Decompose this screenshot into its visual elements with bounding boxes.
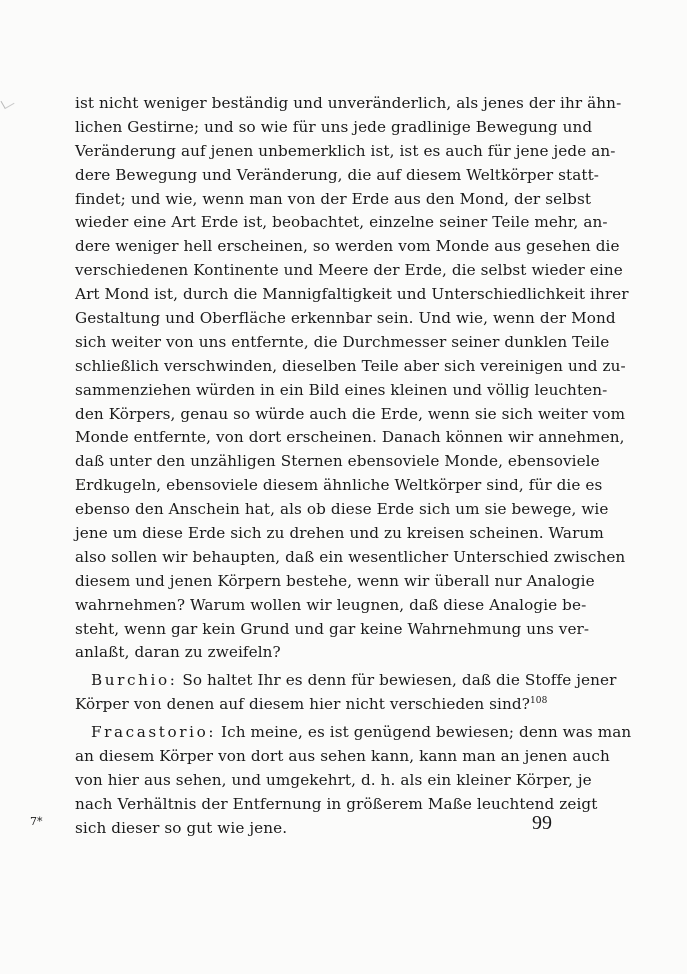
text-line: Art Mond ist, durch die Mannigfaltigkeit und Unterschiedlichkeit ihrer — [75, 285, 629, 304]
text-line: steht, wenn gar kein Grund und gar keine Wahrnehmung uns ver- — [75, 619, 590, 638]
text-line: Erdkugeln, ebensoviele diesem ähnliche Weltkörper sind, für die es — [75, 476, 603, 495]
text-line: daß unter den unzähligen Sternen ebensoviele Monde, ebensoviele — [75, 452, 600, 471]
dialogue-line: an diesem Körper von dort aus sehen kann, kann man an jenen auch — [75, 747, 610, 766]
speaker-name: Burchio: — [91, 671, 178, 690]
dialogue-text: Körper von denen auf diesem hier nicht verschieden sind? — [75, 695, 530, 714]
text-line: schließlich verschwinden, dieselben Teile aber sich vereinigen und zu- — [75, 356, 626, 375]
dialogue-line: von hier aus sehen, und umgekehrt, d. h. als ein kleiner Körper, je — [75, 770, 592, 789]
signature-mark: 7* — [30, 815, 43, 828]
dialogue-line — [75, 669, 617, 693]
text-line: Monde entfernte, von dort erscheinen. Danach können wir annehmen, — [75, 428, 625, 447]
text-line: ist nicht weniger beständig und unveränderlich, als jenes der ihr ähn- — [75, 94, 622, 112]
dialogue-line: sich dieser so gut wie jene. — [75, 818, 288, 837]
text-line: sich weiter von uns entfernte, die Durchmesser seiner dunklen Teile — [75, 332, 610, 351]
text-line: jene um diese Erde sich zu drehen und zu kreisen scheinen. Warum — [75, 524, 604, 543]
text-line: den Körpers, genau so würde auch die Erde, wenn sie sich weiter vom — [75, 404, 626, 423]
margin-mark — [0, 96, 14, 109]
text-line: dere Bewegung und Veränderung, die auf diesem Weltkörper statt- — [75, 165, 600, 184]
page-number: 99 — [532, 812, 552, 834]
text-line: diesem und jenen Körpern bestehe, wenn wir überall nur Analogie — [75, 571, 595, 590]
body-text — [75, 92, 632, 841]
text-line: also sollen wir behaupten, daß ein wesentlicher Unterschied zwischen — [75, 547, 626, 566]
text-line: findet; und wie, wenn man von der Erde aus den Mond, der selbst — [75, 189, 592, 208]
text-line: lichen Gestirne; und so wie für uns jede gradlinige Bewegung und — [75, 117, 593, 136]
text-line: anlaßt, daran zu zweifeln? — [75, 643, 281, 662]
dialogue-line — [75, 721, 632, 745]
footnote-reference: 108 — [529, 696, 548, 707]
text-line: wieder eine Art Erde ist, beobachtet, einzelne seiner Teile mehr, an- — [75, 213, 608, 232]
text-line: sammenziehen würden in ein Bild eines kleinen und völlig leuchten- — [75, 380, 608, 399]
dialogue-line: nach Verhältnis der Entfernung in größerem Maße leuchtend zeigt — [75, 794, 598, 813]
dialogue-text: So haltet Ihr es denn für bewiesen, daß die Stoffe jener — [182, 671, 617, 690]
text-line: verschiedenen Kontinente und Meere der Erde, die selbst wieder eine — [75, 261, 623, 280]
speaker-name: Fracastorio: — [91, 723, 217, 742]
dialogue-text: Ich meine, es ist genügend bewiesen; denn was man — [220, 723, 632, 742]
dialogue-line — [75, 693, 557, 717]
text-line: Veränderung auf jenen unbemerklich ist, ist es auch für jene jede an- — [75, 141, 616, 160]
text-line: Gestaltung und Oberfläche erkennbar sein. Und wie, wenn der Mond — [75, 309, 616, 328]
text-line: ebenso den Anschein hat, als ob diese Erde sich um sie bewege, wie — [75, 500, 609, 519]
text-line: wahrnehmen? Warum wollen wir leugnen, daß diese Analogie be- — [75, 595, 587, 614]
text-line: dere weniger hell erscheinen, so werden vom Monde aus gesehen die — [75, 237, 620, 256]
